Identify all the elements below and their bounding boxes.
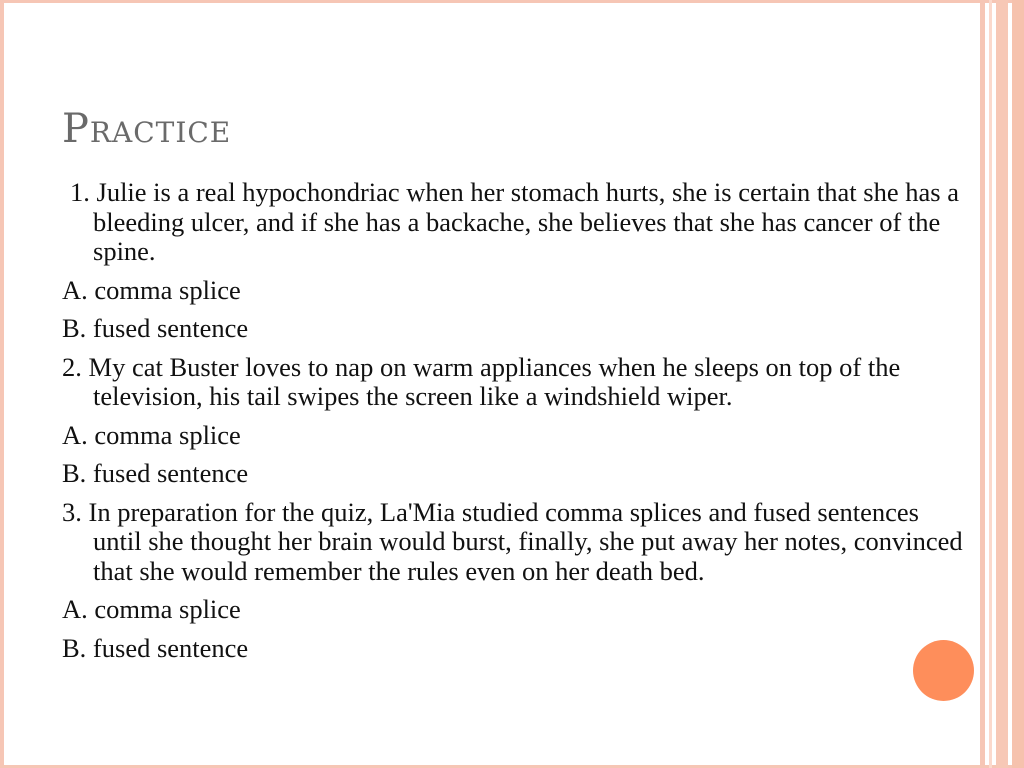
question-1: 1. Julie is a real hypochondriac when her stomach hurts, she is certain that she has a bleeding ulcer, and if she has a backache, she believes that she has cancer of the spine. bbox=[70, 177, 959, 266]
option-3a: A. comma splice bbox=[62, 594, 241, 624]
option-1b: B. fused sentence bbox=[62, 313, 249, 343]
slide-body bbox=[62, 178, 967, 672]
option-1a: A. comma splice bbox=[62, 274, 241, 305]
decorative-stripe bbox=[996, 0, 1008, 768]
slide-title: Practice bbox=[62, 106, 232, 152]
option-3b: B. fused sentence bbox=[62, 632, 249, 663]
question-3: 3. In preparation for the quiz, La'Mia studied comma splices and fused sentences until she thought her brain would burst, finally, she put away her notes, convinced that she would remember the rules even on her death bed. bbox=[62, 496, 963, 586]
option-2b: B. fused sentence bbox=[62, 458, 249, 488]
frame-top-border bbox=[0, 0, 1024, 3]
decorative-stripe bbox=[980, 0, 985, 768]
decorative-stripe bbox=[989, 0, 992, 768]
question-2: 2. My cat Buster loves to nap on warm appliances when he sleeps on top of the television, his tail swipes the screen like a windshield wiper. bbox=[62, 351, 901, 411]
decorative-circle bbox=[913, 640, 974, 701]
frame-left-border bbox=[0, 0, 4, 768]
decorative-stripe bbox=[1012, 0, 1024, 768]
option-2a: A. comma splice bbox=[62, 419, 241, 450]
